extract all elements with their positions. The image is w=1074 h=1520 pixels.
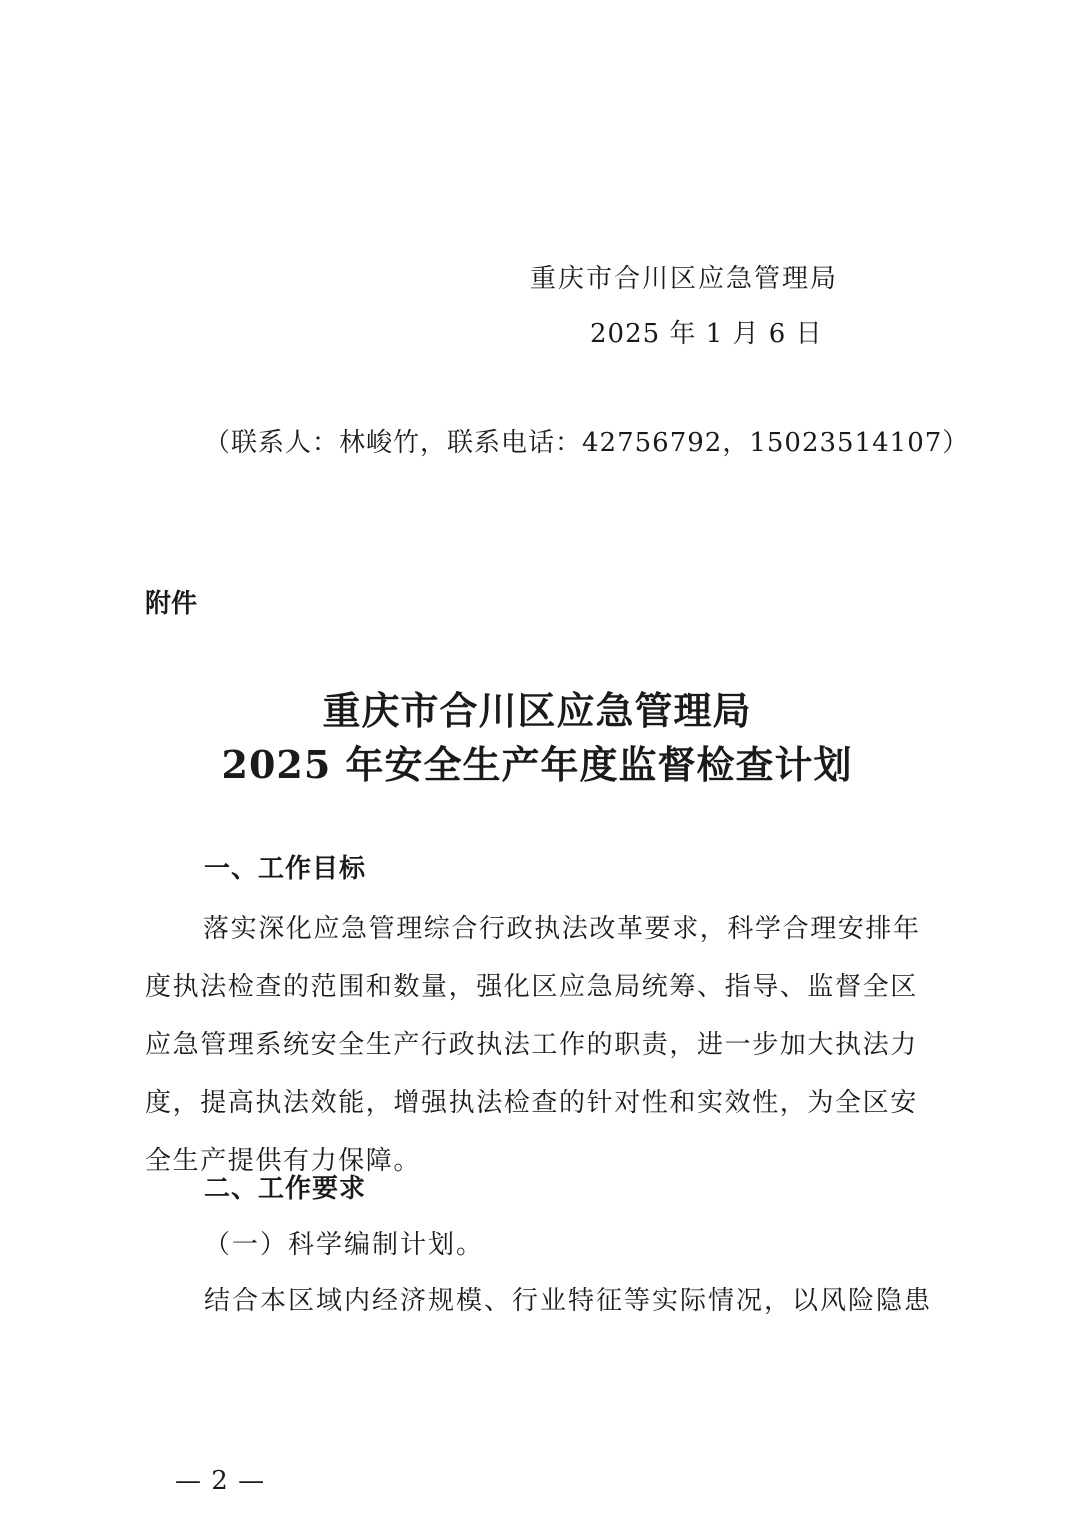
signature-organization: 重庆市合川区应急管理局 [530, 264, 839, 294]
subsection-heading-planning: （一）科学编制计划。 [204, 1230, 485, 1260]
section-paragraph-work-requirements: 结合本区域内经济规模、行业特征等实际情况，以风险隐患 [204, 1286, 933, 1316]
section-heading-work-goals: 一、工作目标 [204, 854, 367, 884]
section-heading-work-requirements: 二、工作要求 [204, 1174, 367, 1204]
document-title-line-2: 2025 年安全生产年度监督检查计划 [221, 742, 853, 787]
document-title-line-1: 重庆市合川区应急管理局 [322, 688, 752, 733]
page-number: — 2 — [175, 1466, 266, 1496]
contact-info: （联系人：林峻竹，联系电话：42756792，15023514107） [204, 428, 970, 458]
attachment-label: 附件 [145, 589, 198, 619]
section-paragraph-work-goals: 落实深化应急管理综合行政执法改革要求，科学合理安排年度执法检查的范围和数量，强化区应急局统筹、指导、监督全区应急管理系统安全生产行政执法工作的职责，进一步加大执法力度，提高执法效能，增强执法检查的针对性和实效性，为全区安全生产提供有力保障。 [145, 914, 921, 1176]
signature-date: 2025 年 1 月 6 日 [590, 319, 823, 349]
